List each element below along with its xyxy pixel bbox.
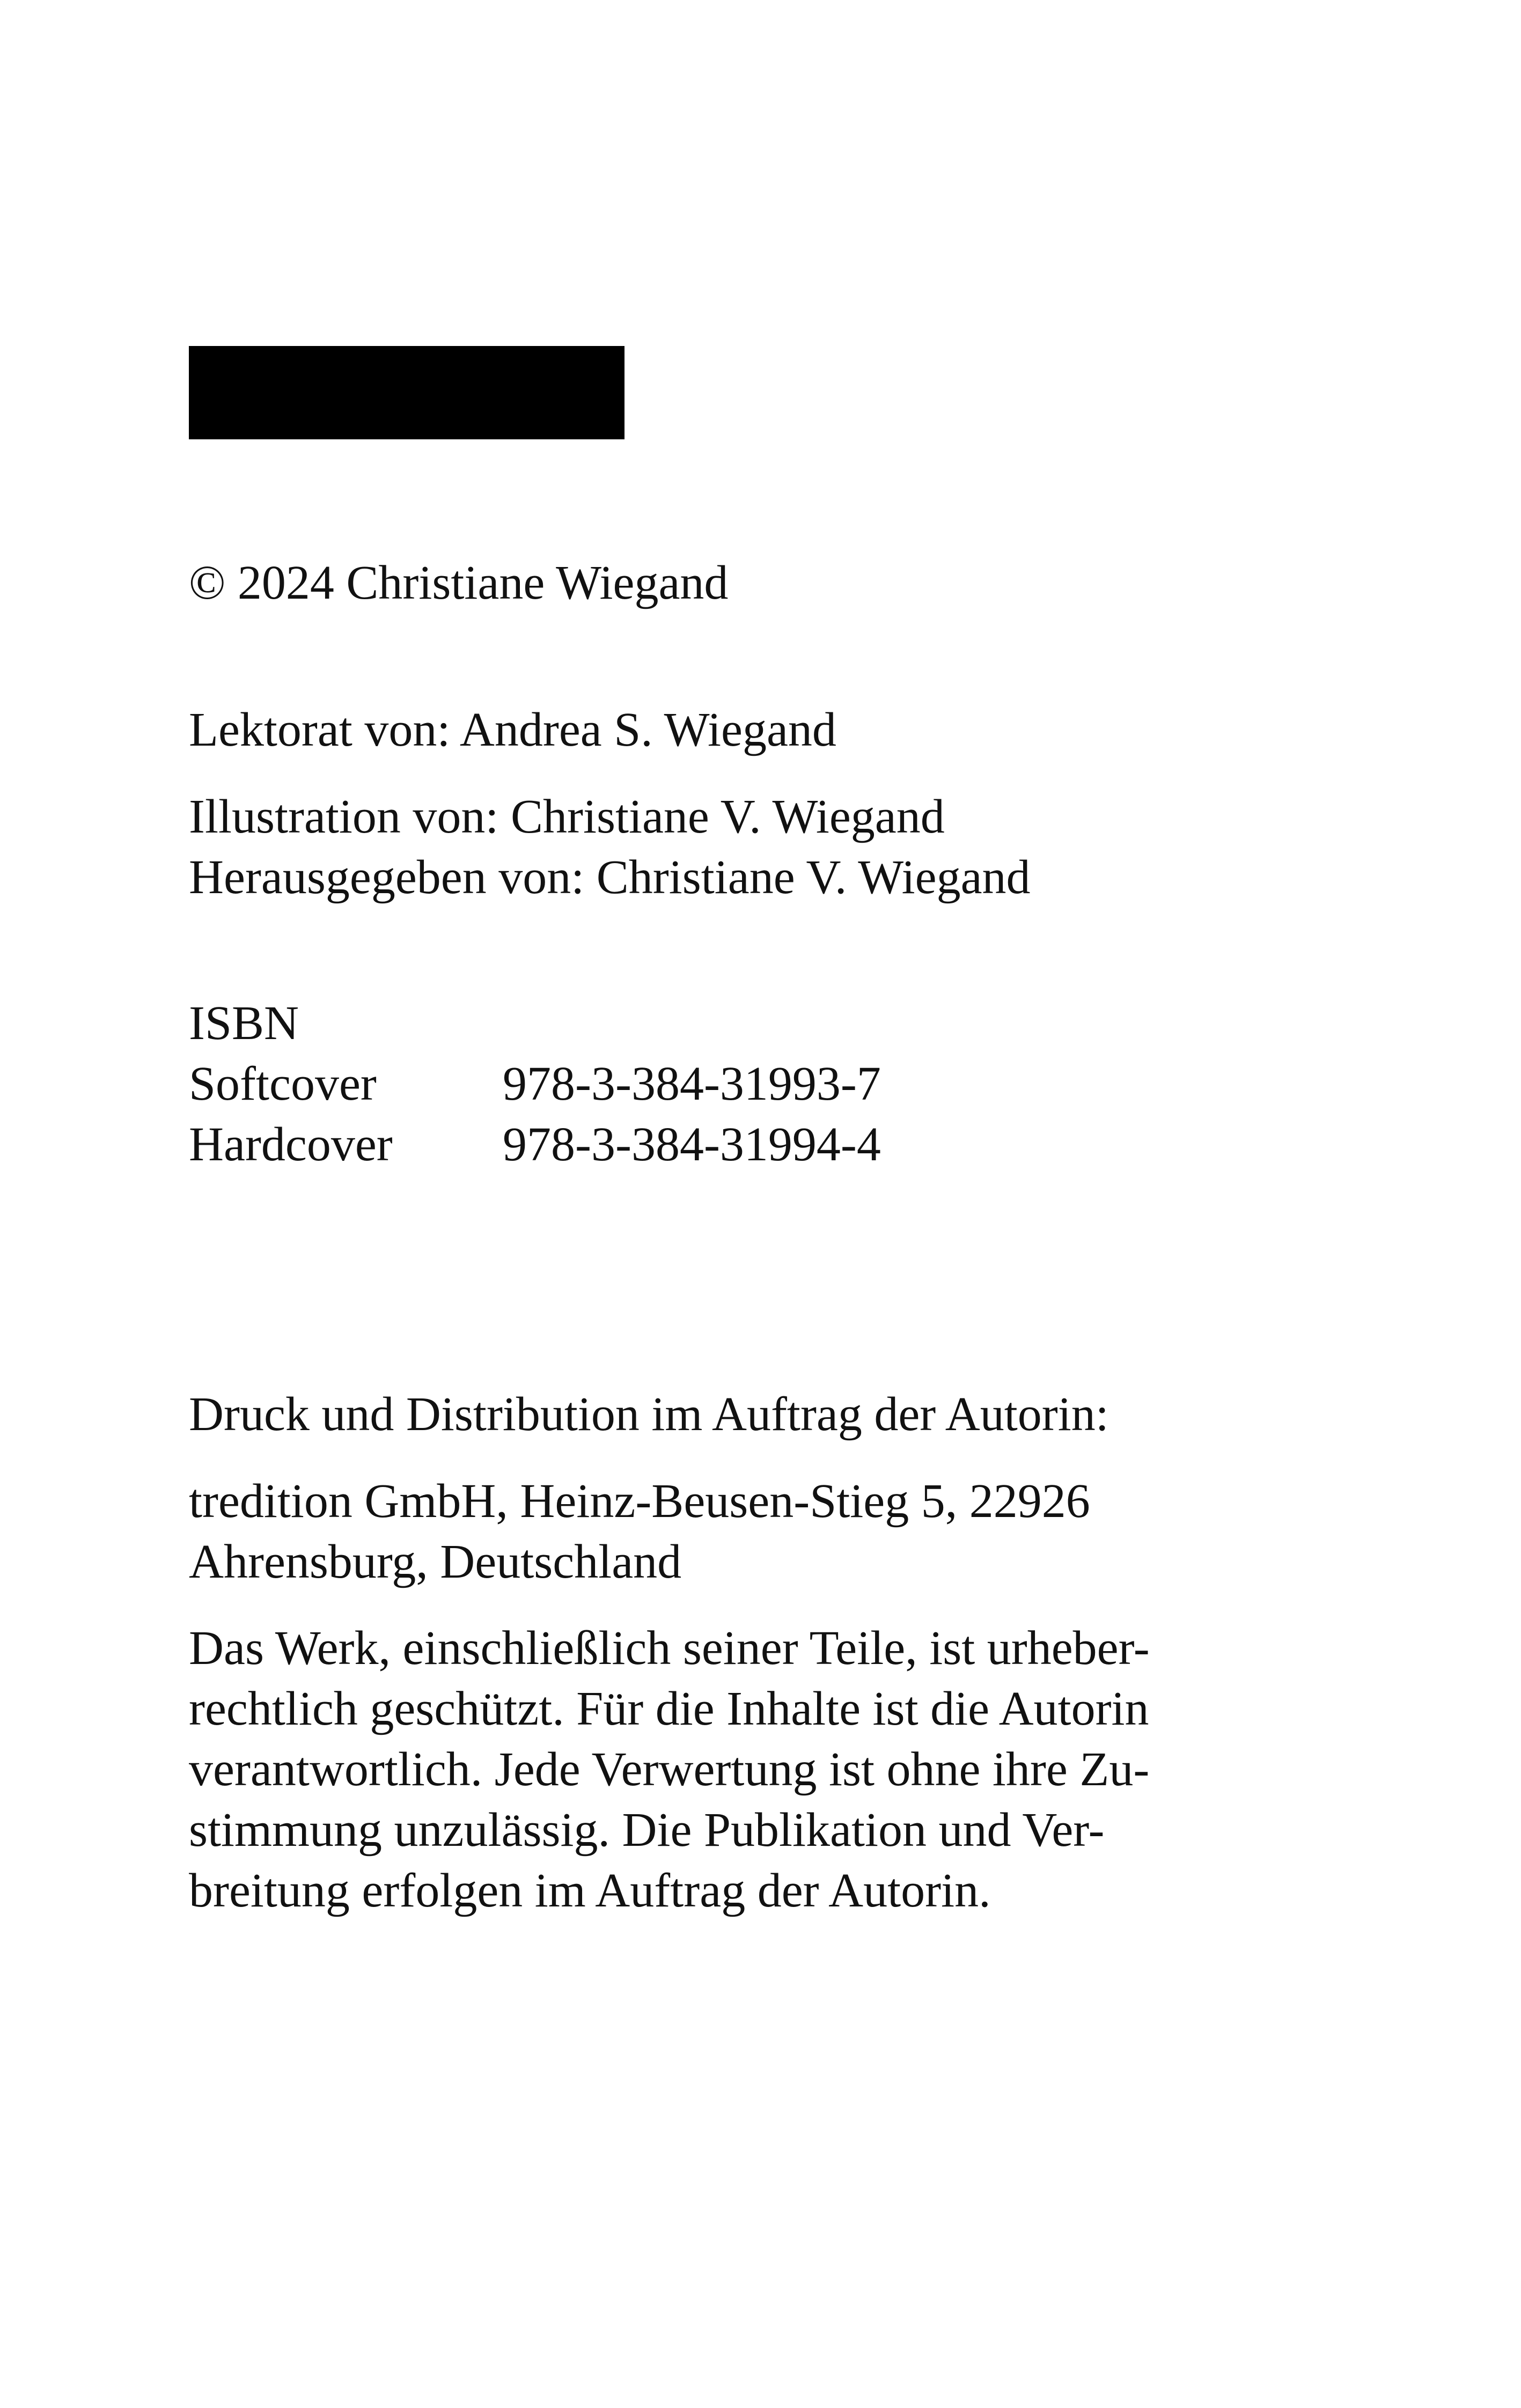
distribution-address-line: tredition GmbH, Heinz-Beusen-Stieg 5, 22926 — [189, 1475, 1090, 1528]
isbn-row-hardcover — [189, 1114, 881, 1175]
isbn-row-softcover — [189, 1054, 881, 1114]
legal-notice-line: verantwortlich. Jede Verwertung ist ohne ihre Zu- — [189, 1743, 1150, 1796]
legal-notice-line: breitung erfolgen im Auftrag der Autorin. — [189, 1864, 991, 1917]
legal-notice-line: rechtlich geschützt. Für die Inhalte ist die Autorin — [189, 1682, 1149, 1735]
isbn-number: 978-3-384-31994-4 — [503, 1118, 881, 1171]
distribution-heading: Druck und Distribution im Auftrag der Autorin: — [189, 1388, 1109, 1441]
isbn-type: Hardcover — [189, 1118, 393, 1171]
legal-notice-line: Das Werk, einschließlich seiner Teile, ist urheber- — [189, 1622, 1150, 1675]
isbn-heading: ISBN — [189, 997, 299, 1050]
lektorat-credit: Lektorat von: Andrea S. Wiegand — [189, 703, 836, 756]
isbn-type: Softcover — [189, 1057, 377, 1110]
redaction-bar — [189, 346, 624, 439]
copyright-line: © 2024 Christiane Wiegand — [189, 556, 729, 609]
publisher-credit: Herausgegeben von: Christiane V. Wiegand — [189, 851, 1031, 904]
illustration-credit: Illustration von: Christiane V. Wiegand — [189, 790, 945, 843]
distribution-address-line: Ahrensburg, Deutschland — [189, 1535, 682, 1588]
legal-notice-line: stimmung unzulässig. Die Publikation und Ver- — [189, 1803, 1105, 1857]
isbn-number: 978-3-384-31993-7 — [503, 1057, 881, 1110]
legal-notice — [189, 1618, 1283, 1921]
